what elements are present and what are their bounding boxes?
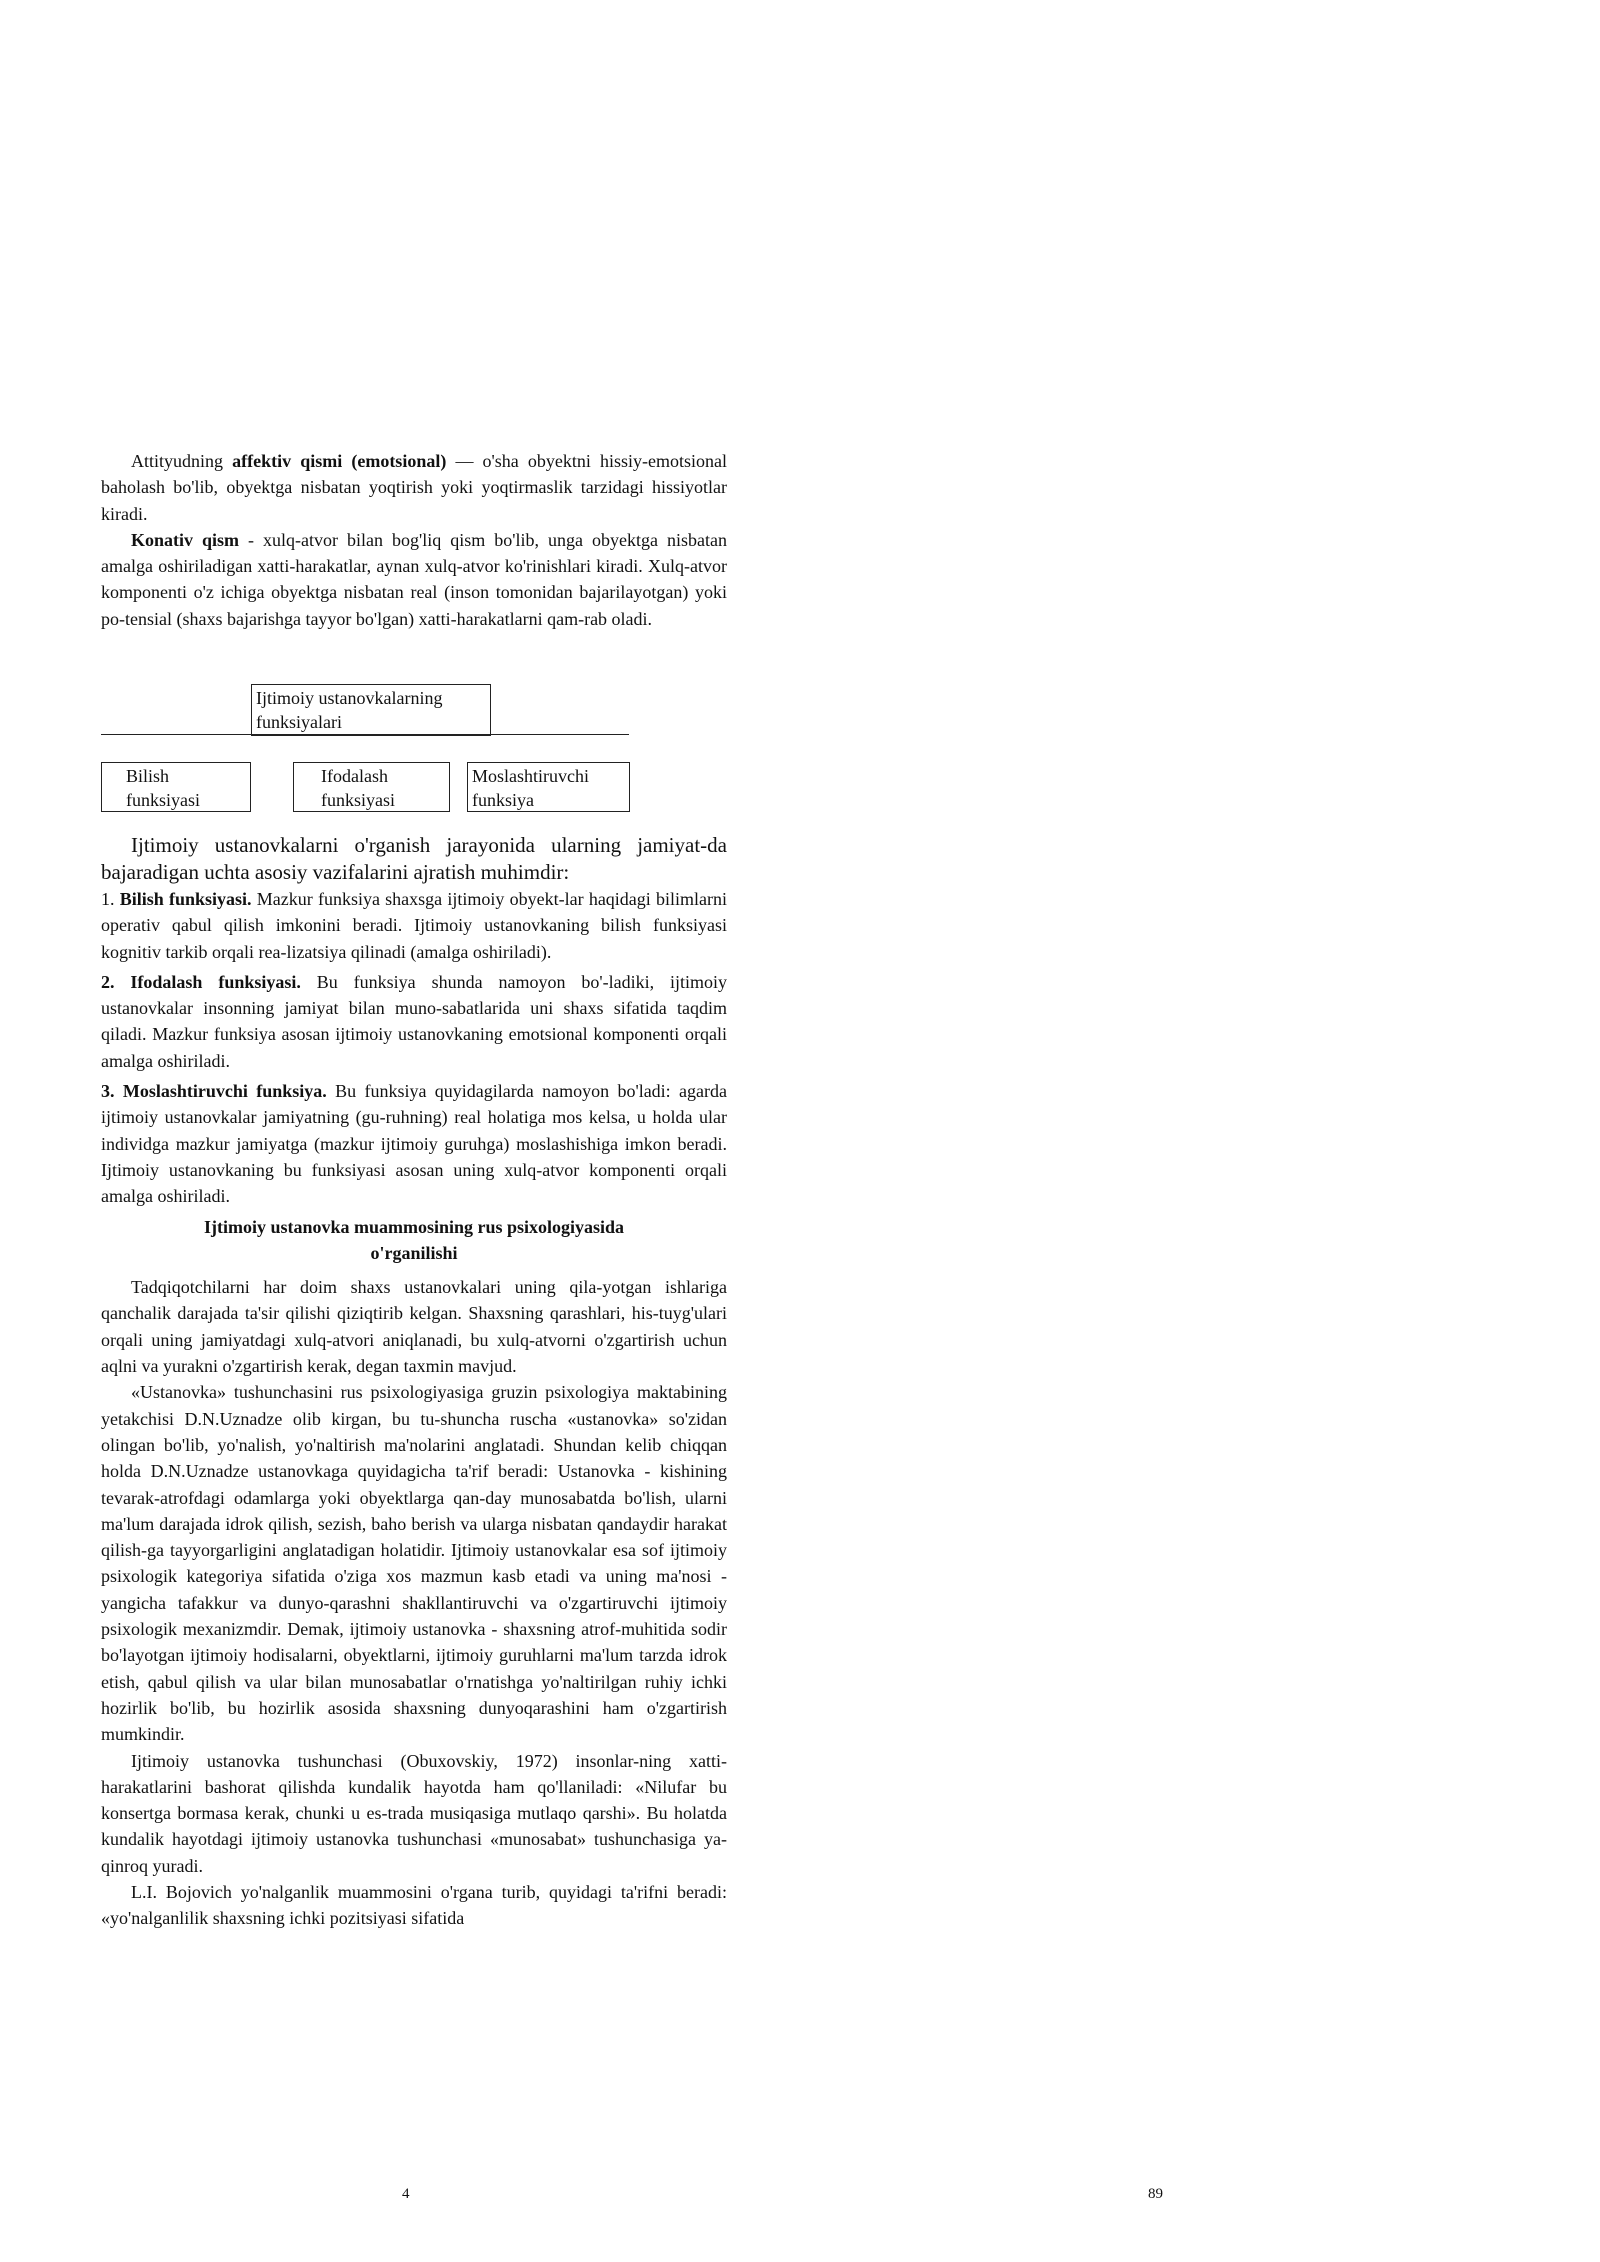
diagram-box-ifodalash-label-2: funksiyasi — [321, 790, 395, 810]
para1-text-rest: — o'sha obyektni hissiy-emotsional baholash bo'lib, obyektga nisbatan yoqtirish yoki yoqtirmaslik tarzidagi hissiyotlar kiradi. — [101, 451, 727, 524]
item1-bold: Bilish funksiyasi. — [119, 889, 252, 909]
page-number-left: 4 — [402, 2186, 410, 2202]
diagram-top-label-2: funksiyalari — [256, 712, 342, 732]
item1-text: Mazkur funksiya shaxsga ijtimoiy obyekt-lar haqidagi bilimlarni operativ qabul qilish imkonini beradi. Ijtimoiy ustanovkaning bilish funksiyasi kognitiv tarkib orqali rea-lizatsiya qilinadi (amalga oshiriladi). — [101, 889, 728, 962]
paragraph-uznadze: «Ustanovka» tushunchasini rus psixologiyasiga gruzin psixologiya maktabining yetakchisi D.N.Uznadze olib kirgan, bu tu-shuncha ruscha «ustanovka» so'zidan olingan bo'lib, yo'nalish, yo'naltirish ma'nolarini anglatadi. Shundan kelib chiqqan holda D.N.Uznadze ustanovkaga quyidagicha ta'rif beradi: Ustanovka - kishining tevarak-atrofdagi odamlarga yoki obyektlarga qan-day munosabatda bo'lish, ularni ma'lum darajada idrok qilish, sezish, baho berish va ularga nisbatan qandaydir harakat qilish-ga tayyorgarligini anglatadigan holatidir. Ijtimoiy ustanovkalar esa sof ijtimoiy psixologik kategoriya sifatida o'ziga xos mazmun kasb etadi va uning ma'nosi - yangicha tafakkur va dunyo-qarashni shakllantiruvchi va o'zgartiruvchi ijtimoiy psixologik mexanizmdir. Demak, ijtimoiy ustanovka - shaxsning atrof-muhitida sodir bo'layotgan ijtimoiy hodisalarni, obyektlarni, ijtimoiy guruhlarni ma'lum tarzda idrok etish, qabul qilish va ular bilan munosabatlar o'rnatishga yo'naltirilgan ruhiy ichki hozirlik bo'lib, bu hozirlik asosida shaxsning dunyoqarashini ham o'zgartirish mumkindir. — [101, 1382, 727, 1745]
item2-bold: 2. Ifodalash funksiyasi. — [101, 971, 301, 992]
diagram-connector-line — [101, 734, 629, 735]
para1-bold: affektiv qismi (emotsional) — [232, 451, 447, 471]
section-heading-line-2: o'rganilishi — [370, 1242, 458, 1263]
para2-bold: Konativ qism — [131, 529, 240, 550]
paragraph-affective — [101, 448, 727, 527]
item3-bold: 3. Moslashtiruvchi funksiya. — [101, 1081, 327, 1102]
intro-paragraph: Ijtimoiy ustanovkalarni o'rganish jarayonida ularning jamiyat-da bajaradigan uchta asosiy vazifalarini ajratish muhimdir: — [101, 833, 727, 884]
paragraph-bojovich: L.I. Bojovich yo'nalganlik muammosini o'rgana turib, quyidagi ta'rifni beradi: «yo'nalganlilik shaxsning ichki pozitsiyasi sifatida — [101, 1881, 727, 1929]
section-heading-line-1: Ijtimoiy ustanovka muammosining rus psixologiyasida — [203, 1216, 625, 1237]
paragraph-obuxovskiy: Ijtimoiy ustanovka tushunchasi (Obuxovskiy, 1972) insonlar-ning xatti-harakatlarini bashorat qilishda kundalik hayotda ham qo'llaniladi: «Nilufar bu konsertga bormasa kerak, chunki u es-trada musiqasiga mutlaqo qarshi». Bu holatda kundalik hayotdagi ijtimoiy ustanovka tushunchasi «munosabat» tushunchasiga ya-qinroq yuradi. — [101, 1750, 727, 1876]
diagram-box-bilish-label-1: Bilish — [126, 766, 170, 786]
item-ifodalash — [101, 969, 727, 1074]
item-bilish — [101, 886, 727, 965]
top-text-block — [101, 448, 727, 632]
diagram-top-box — [251, 684, 491, 736]
item3-text: Bu funksiya quyidagilarda namoyon bo'ladi: agarda ijtimoiy ustanovkalar jamiyatning (gu-ruhning) real holatiga mos kelsa, u holda ular individga mazkur jamiyatga (mazkur ijtimoiy guruhga) moslashishiga imkon beradi. Ijtimoiy ustanovkaning bu funksiyasi asosan uning xulq-atvor komponenti orqali amalga oshiriladi. — [101, 1081, 727, 1207]
diagram-box-ifodalash — [293, 762, 450, 812]
para1-text: Attityudning — [131, 451, 233, 471]
item1-number: 1. — [101, 889, 120, 909]
item-moslashtiruvchi — [101, 1078, 727, 1209]
diagram-box-moslashtiruvchi — [467, 762, 630, 812]
diagram-top-label-1: Ijtimoiy ustanovkalarning — [256, 688, 443, 708]
page-number-right: 89 — [1148, 2186, 1163, 2202]
functions-diagram — [101, 684, 631, 814]
paragraph-conative — [101, 527, 727, 632]
paragraph-researchers: Tadqiqotchilarni har doim shaxs ustanovkalari uning qila-yotgan ishlariga qanchalik darajada ta'sir qilishi qiziqtirib kelgan. Shaxsning qarashlari, his-tuyg'ulari orqali uning jamiyatdagi xulq-atvori aniqlanadi, bu xulq-atvorni o'zgartirish uchun aqlni va yurakni o'zgartirish kerak, degan taxmin mavjud. — [101, 1277, 727, 1377]
diagram-box-ifodalash-label-1: Ifodalash — [321, 766, 388, 786]
main-text-block — [101, 832, 727, 1932]
section-heading — [101, 1214, 727, 1267]
diagram-box-moslashtiruvchi-label-2: funksiya — [472, 790, 534, 810]
diagram-box-bilish-label-2: funksiyasi — [126, 790, 200, 810]
item2-text: Bu funksiya shunda namoyon bo'-ladiki, ijtimoiy ustanovkalar insonning jamiyat bilan muno-sabatlarida uni shaxs sifatida taqdim qiladi. Mazkur funksiya asosan ijtimoiy ustanovkaning emotsional komponenti orqali amalga oshiriladi. — [101, 971, 727, 1071]
diagram-box-moslashtiruvchi-label-1: Moslashtiruvchi — [472, 766, 589, 786]
para2-text: - xulq-atvor bilan bog'liq qism bo'lib, unga obyektga nisbatan amalga oshiriladigan xatti-harakatlar, aynan xulq-atvor ko'rinishlari kiradi. Xulq-atvor komponenti o'z ichiga obyektga nisbatan real (inson tomonidan bajarilayotgan) yoki po-tensial (shaxs bajarishga tayyor bo'lgan) xatti-harakatlarni qam-rab oladi. — [101, 529, 727, 629]
diagram-box-bilish — [101, 762, 251, 812]
